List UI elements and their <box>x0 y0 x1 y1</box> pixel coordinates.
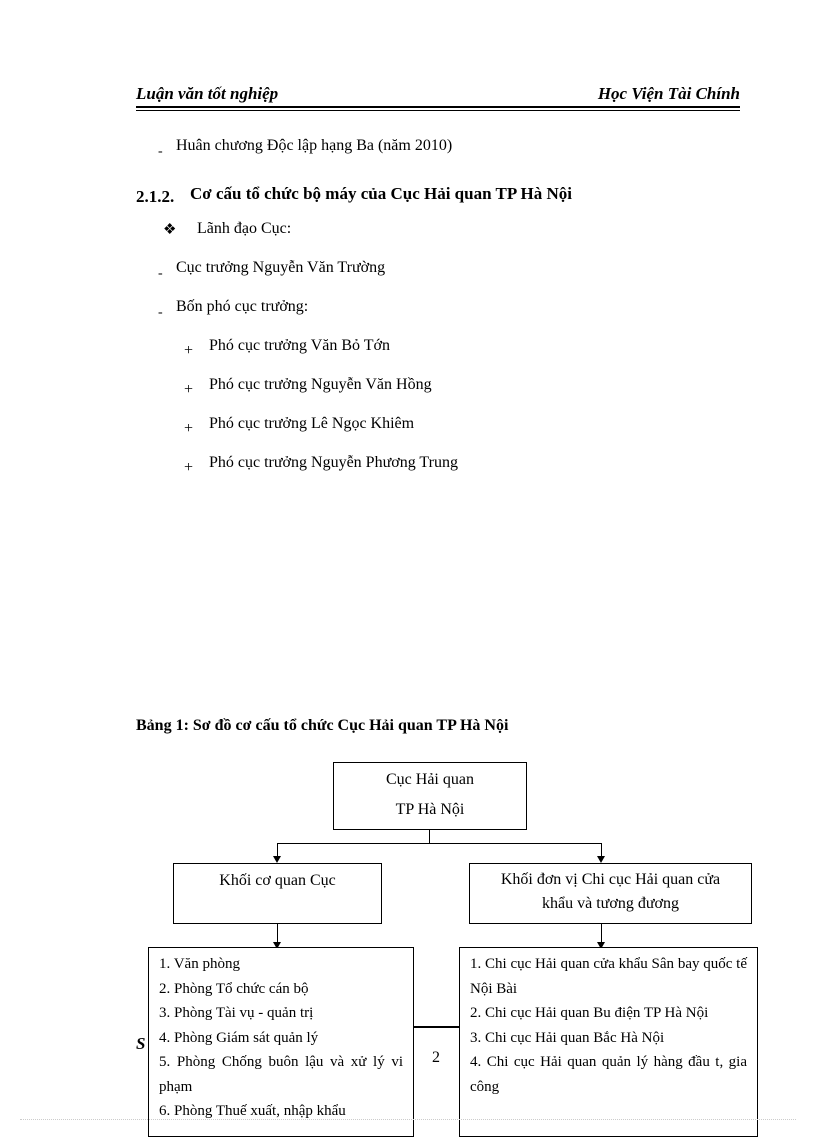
org-left-block-label: Khối cơ quan Cục <box>219 872 336 889</box>
connector-line <box>277 924 278 944</box>
plus-bullet: + <box>184 420 194 437</box>
list-item: 1. Văn phòng <box>159 956 240 972</box>
deputy-item: Phó cục trưởng Văn Bỏ Tớn <box>209 337 390 354</box>
list-item: 5. Phòng Chống buôn lậu và xử lý vi phạm <box>159 1054 403 1095</box>
header-rule-thick <box>136 106 740 108</box>
list-item: 2. Phòng Tổ chức cán bộ <box>159 980 309 997</box>
deputies-label: Bốn phó cục trưởng: <box>176 298 309 315</box>
org-top-box <box>333 762 527 830</box>
section-title: Cơ cấu tổ chức bộ máy của Cục Hải quan TP Hà Nội <box>190 184 573 203</box>
page-number: 2 <box>432 1049 440 1066</box>
section-number: 2.1.2. <box>136 187 175 206</box>
list-item: 3. Phòng Tài vụ - quản trị <box>159 1005 314 1021</box>
plus-bullet: + <box>184 459 194 476</box>
list-item: 2. Chi cục Hải quan Bu điện TP Hà Nội <box>470 1005 709 1021</box>
connector-line <box>601 924 602 944</box>
figure-caption: Bảng 1: Sơ đồ cơ cấu tổ chức Cục Hải quan TP Hà Nội <box>136 717 509 734</box>
connector-line <box>277 843 601 844</box>
plus-bullet: + <box>184 342 194 359</box>
leadership-label: Lãnh đạo Cục: <box>197 220 292 237</box>
org-right-block-line2: khẩu và tương đương <box>542 895 679 912</box>
org-right-block <box>469 863 752 924</box>
org-right-block-line1: Khối đơn vị Chi cục Hải quan cửa <box>500 871 721 888</box>
deputy-item: Phó cục trưởng Nguyễn Phương Trung <box>209 454 458 471</box>
header-left-title: Luận văn tốt nghiệp <box>136 84 279 103</box>
diamond-bullet-icon: ❖ <box>163 222 177 238</box>
dash-bullet: - <box>158 266 163 281</box>
plus-bullet: + <box>184 381 194 398</box>
footer-rule-fragment <box>412 1026 460 1028</box>
header-rule-thin <box>136 110 740 111</box>
list-item: 4. Chi cục Hải quan quản lý hàng đầu t, gia công <box>470 1054 747 1095</box>
org-left-block <box>173 863 382 924</box>
header-right-title: Học Viện Tài Chính <box>597 84 740 103</box>
page-bottom-edge <box>20 1119 796 1120</box>
footer-left-fragment: S <box>136 1034 146 1053</box>
dash-bullet: - <box>158 305 163 320</box>
list-item: 6. Phòng Thuế xuất, nhập khẩu <box>159 1103 346 1119</box>
award-line: Huân chương Độc lập hạng Ba (năm 2010) <box>176 137 453 154</box>
director-line: Cục trưởng Nguyễn Văn Trường <box>176 259 386 276</box>
arrow-down-icon <box>273 856 281 863</box>
connector-line <box>429 830 430 844</box>
deputy-item: Phó cục trưởng Nguyễn Văn Hồng <box>209 376 432 393</box>
list-item: 3. Chi cục Hải quan Bắc Hà Nội <box>470 1029 665 1046</box>
dash-bullet: - <box>158 144 163 159</box>
org-top-line2: TP Hà Nội <box>395 801 465 818</box>
list-item: 4. Phòng Giám sát quản lý <box>159 1029 319 1046</box>
org-left-list <box>148 947 414 1137</box>
connector-line <box>601 843 602 857</box>
org-right-list <box>459 947 758 1137</box>
org-top-line1: Cục Hải quan <box>386 771 474 788</box>
arrow-down-icon <box>597 856 605 863</box>
list-item: 1. Chi cục Hải quan cửa khẩu Sân bay quốc tế Nội Bài <box>470 956 747 997</box>
connector-line <box>277 843 278 857</box>
deputy-item: Phó cục trưởng Lê Ngọc Khiêm <box>209 415 415 432</box>
